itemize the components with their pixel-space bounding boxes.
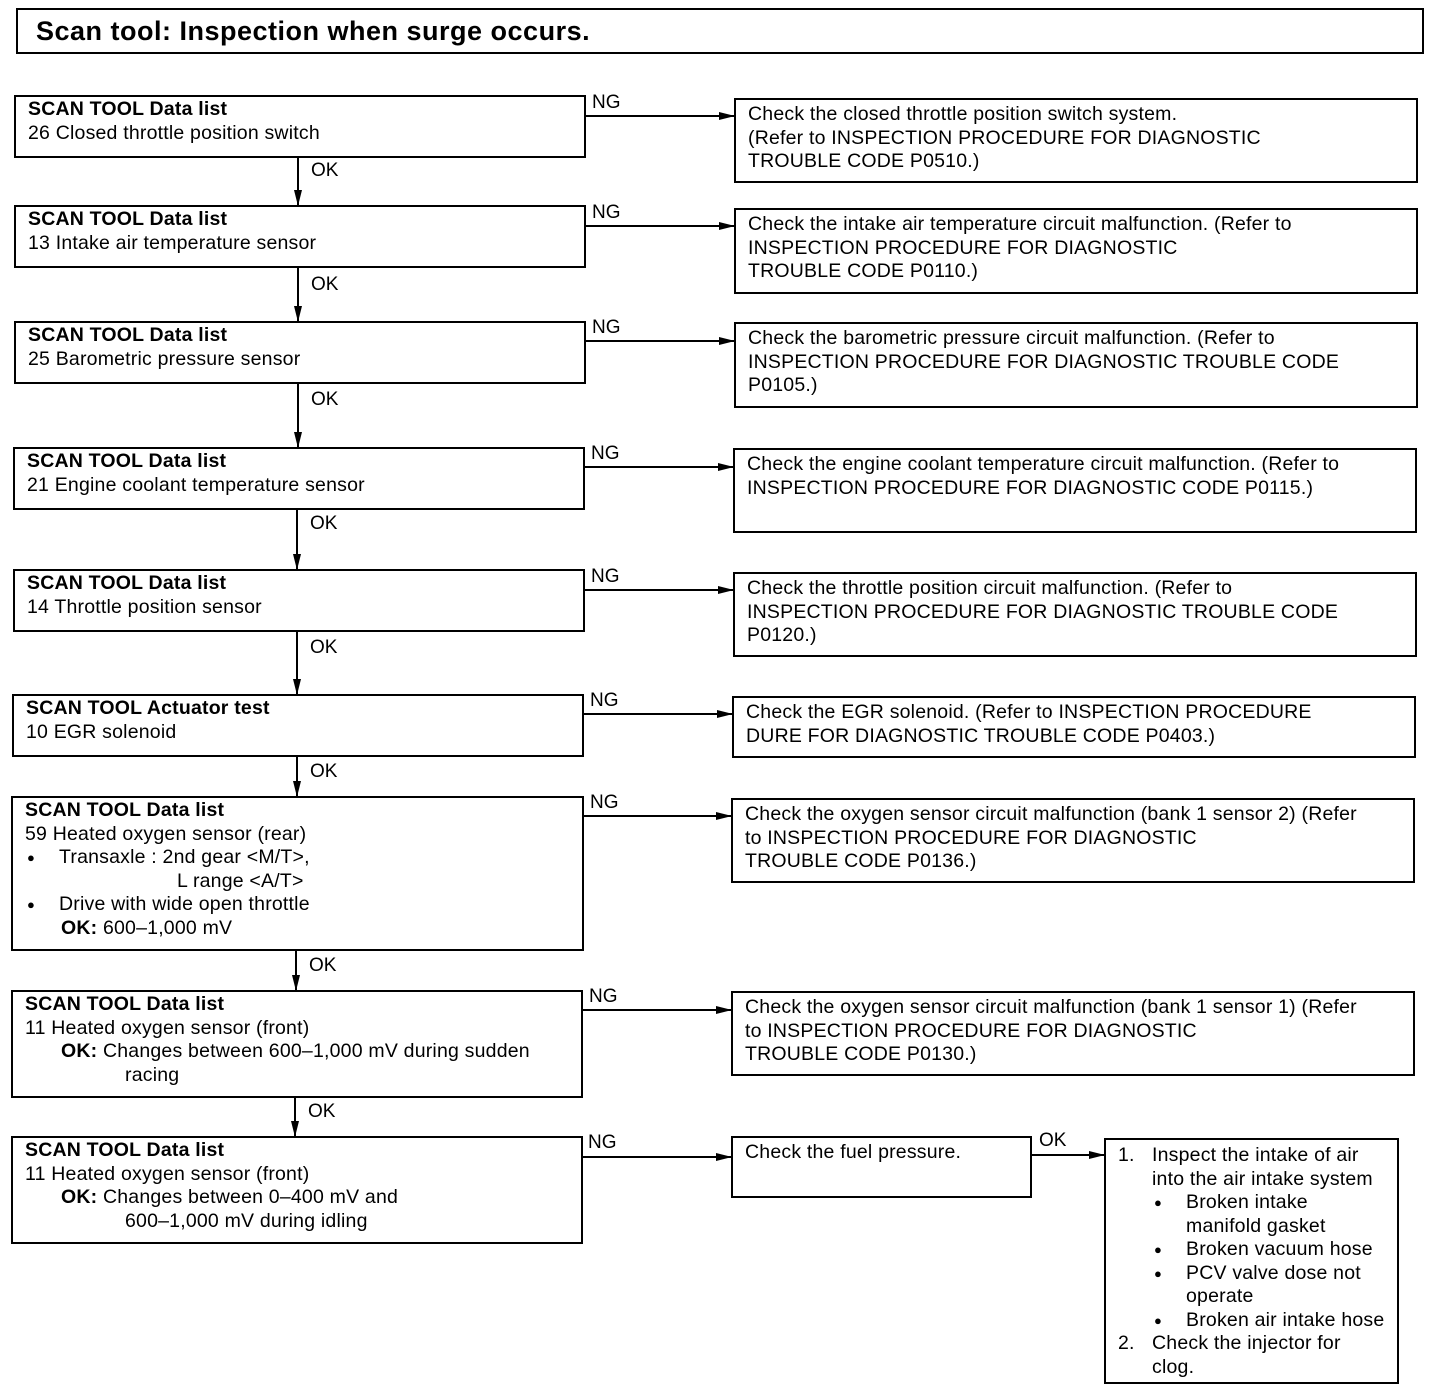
ng-label: NG <box>589 986 618 1007</box>
result-box-1 <box>734 98 1418 183</box>
ng-label: NG <box>590 792 619 813</box>
bullet-item: ● Transaxle : 2nd gear <M/T>, <box>25 846 570 870</box>
result-line: Check the closed throttle position switch system. <box>748 103 1178 125</box>
fuel-pressure-text: Check the fuel pressure. <box>745 1141 962 1163</box>
ok-label: OK <box>310 637 338 658</box>
final-check-box <box>1104 1138 1399 1384</box>
step-heading: SCAN TOOL Data list <box>27 450 227 472</box>
ok-criterion-label: OK: <box>61 1040 98 1062</box>
ok-label: OK <box>311 274 339 295</box>
ng-label: NG <box>591 443 620 464</box>
ok-label: OK <box>311 389 339 410</box>
step-item: 11 Heated oxygen sensor (front) <box>25 1162 310 1185</box>
ok-label: OK <box>308 1101 336 1122</box>
result-line: Check the barometric pressure circuit malfunction. (Refer to <box>748 327 1275 349</box>
step-item: 11 Heated oxygen sensor (front) <box>25 1016 310 1039</box>
ok-criterion-label: OK: <box>61 916 98 939</box>
final-bullet: ● PCV valve dose not operate <box>1152 1262 1387 1309</box>
ng-label: NG <box>592 317 621 338</box>
ok-criterion-value: 600–1,000 mV <box>102 916 233 939</box>
result-box-8 <box>731 991 1415 1076</box>
step-heading: SCAN TOOL Data list <box>25 993 225 1015</box>
result-line: INSPECTION PROCEDURE FOR DIAGNOSTIC <box>748 236 1178 259</box>
step-box-1 <box>14 95 586 158</box>
ok-label: OK <box>310 513 338 534</box>
item-number: 2. <box>1118 1332 1135 1354</box>
result-line: P0120.) <box>747 624 817 646</box>
ok-criterion-value: Changes between 0–400 mV and <box>102 1186 399 1208</box>
ok-label: OK <box>311 160 339 181</box>
result-line: to INSPECTION PROCEDURE FOR DIAGNOSTIC <box>745 1019 1197 1042</box>
item-number: 1. <box>1118 1144 1135 1166</box>
result-box-2 <box>734 208 1418 294</box>
step-heading: SCAN TOOL Data list <box>28 208 228 230</box>
result-line: TROUBLE CODE P0136.) <box>745 850 977 872</box>
step-item: 21 Engine coolant temperature sensor <box>27 473 365 496</box>
result-line: Check the oxygen sensor circuit malfunction (bank 1 sensor 1) (Refer <box>745 996 1357 1018</box>
ng-label: NG <box>592 202 621 223</box>
step-box-8 <box>11 990 583 1098</box>
ok-criterion-value: Changes between 600–1,000 mV during sudden <box>102 1040 530 1062</box>
result-line: Check the engine coolant temperature circuit malfunction. (Refer to <box>747 453 1340 475</box>
result-line: Check the oxygen sensor circuit malfunction (bank 1 sensor 2) (Refer <box>745 803 1357 825</box>
step-box-9 <box>11 1136 583 1244</box>
result-line: P0105.) <box>748 374 818 396</box>
step-heading: SCAN TOOL Data list <box>27 572 227 594</box>
ok-criterion-continuation: racing <box>125 1063 180 1086</box>
step-box-5 <box>13 569 585 632</box>
step-item: 10 EGR solenoid <box>26 720 177 743</box>
result-line: TROUBLE CODE P0510.) <box>748 150 980 172</box>
ng-label: NG <box>591 566 620 587</box>
step-heading: SCAN TOOL Actuator test <box>26 697 270 719</box>
step-box-2 <box>14 205 586 268</box>
step-item: 59 Heated oxygen sensor (rear) <box>25 822 307 845</box>
result-line: TROUBLE CODE P0110.) <box>748 260 979 282</box>
step-item: 13 Intake air temperature sensor <box>28 231 317 254</box>
result-line: Check the EGR solenoid. (Refer to INSPECTION PROCEDURE <box>746 701 1312 723</box>
bullet-item: ● Drive with wide open throttle <box>25 893 570 917</box>
result-box-4 <box>733 448 1417 533</box>
step-box-7 <box>11 796 584 951</box>
result-box-7 <box>731 798 1415 883</box>
result-box-3 <box>734 322 1418 408</box>
result-line: DURE FOR DIAGNOSTIC TROUBLE CODE P0403.) <box>746 724 1216 747</box>
final-item-2: Check the injector for clog. <box>1152 1332 1341 1378</box>
step-box-4 <box>13 447 585 510</box>
step-item: 14 Throttle position sensor <box>27 595 262 618</box>
step-heading: SCAN TOOL Data list <box>28 98 228 120</box>
step-heading: SCAN TOOL Data list <box>25 1139 225 1161</box>
result-box-6 <box>732 696 1416 758</box>
ng-label: NG <box>592 92 621 113</box>
result-line: Check the intake air temperature circuit malfunction. (Refer to <box>748 213 1292 235</box>
ok-criterion-continuation: 600–1,000 mV during idling <box>125 1209 368 1232</box>
result-line: INSPECTION PROCEDURE FOR DIAGNOSTIC TROUBLE CODE <box>748 350 1340 373</box>
ok-label: OK <box>1039 1130 1067 1151</box>
result-box-5 <box>733 572 1417 657</box>
final-bullet: ● Broken air intake hose <box>1152 1309 1387 1333</box>
step-box-6 <box>12 694 584 757</box>
page-title: Scan tool: Inspection when surge occurs. <box>16 8 1424 54</box>
ok-label: OK <box>310 761 338 782</box>
result-line: to INSPECTION PROCEDURE FOR DIAGNOSTIC <box>745 826 1197 849</box>
result-line: INSPECTION PROCEDURE FOR DIAGNOSTIC TROUBLE CODE <box>747 600 1339 623</box>
result-line: Check the throttle position circuit malfunction. (Refer to <box>747 577 1233 599</box>
ok-criterion-label: OK: <box>61 1186 98 1208</box>
fuel-pressure-box <box>731 1136 1032 1198</box>
result-line: TROUBLE CODE P0130.) <box>745 1043 977 1065</box>
bullet-continuation: L range <A/T> <box>177 869 304 892</box>
result-line: INSPECTION PROCEDURE FOR DIAGNOSTIC CODE P0115.) <box>747 476 1314 499</box>
step-heading: SCAN TOOL Data list <box>28 324 228 346</box>
ng-label: NG <box>590 690 619 711</box>
step-item: 26 Closed throttle position switch <box>28 121 320 144</box>
ng-label: NG <box>588 1132 617 1153</box>
step-box-3 <box>14 321 586 384</box>
final-item-1: Inspect the intake of air into the air intake system <box>1152 1144 1373 1190</box>
result-line: (Refer to INSPECTION PROCEDURE FOR DIAGNOSTIC <box>748 126 1261 149</box>
final-bullet: ● Broken intake manifold gasket <box>1152 1191 1387 1238</box>
final-bullet: ● Broken vacuum hose <box>1152 1238 1387 1262</box>
step-heading: SCAN TOOL Data list <box>25 799 225 821</box>
step-item: 25 Barometric pressure sensor <box>28 347 301 370</box>
ok-label: OK <box>309 955 337 976</box>
